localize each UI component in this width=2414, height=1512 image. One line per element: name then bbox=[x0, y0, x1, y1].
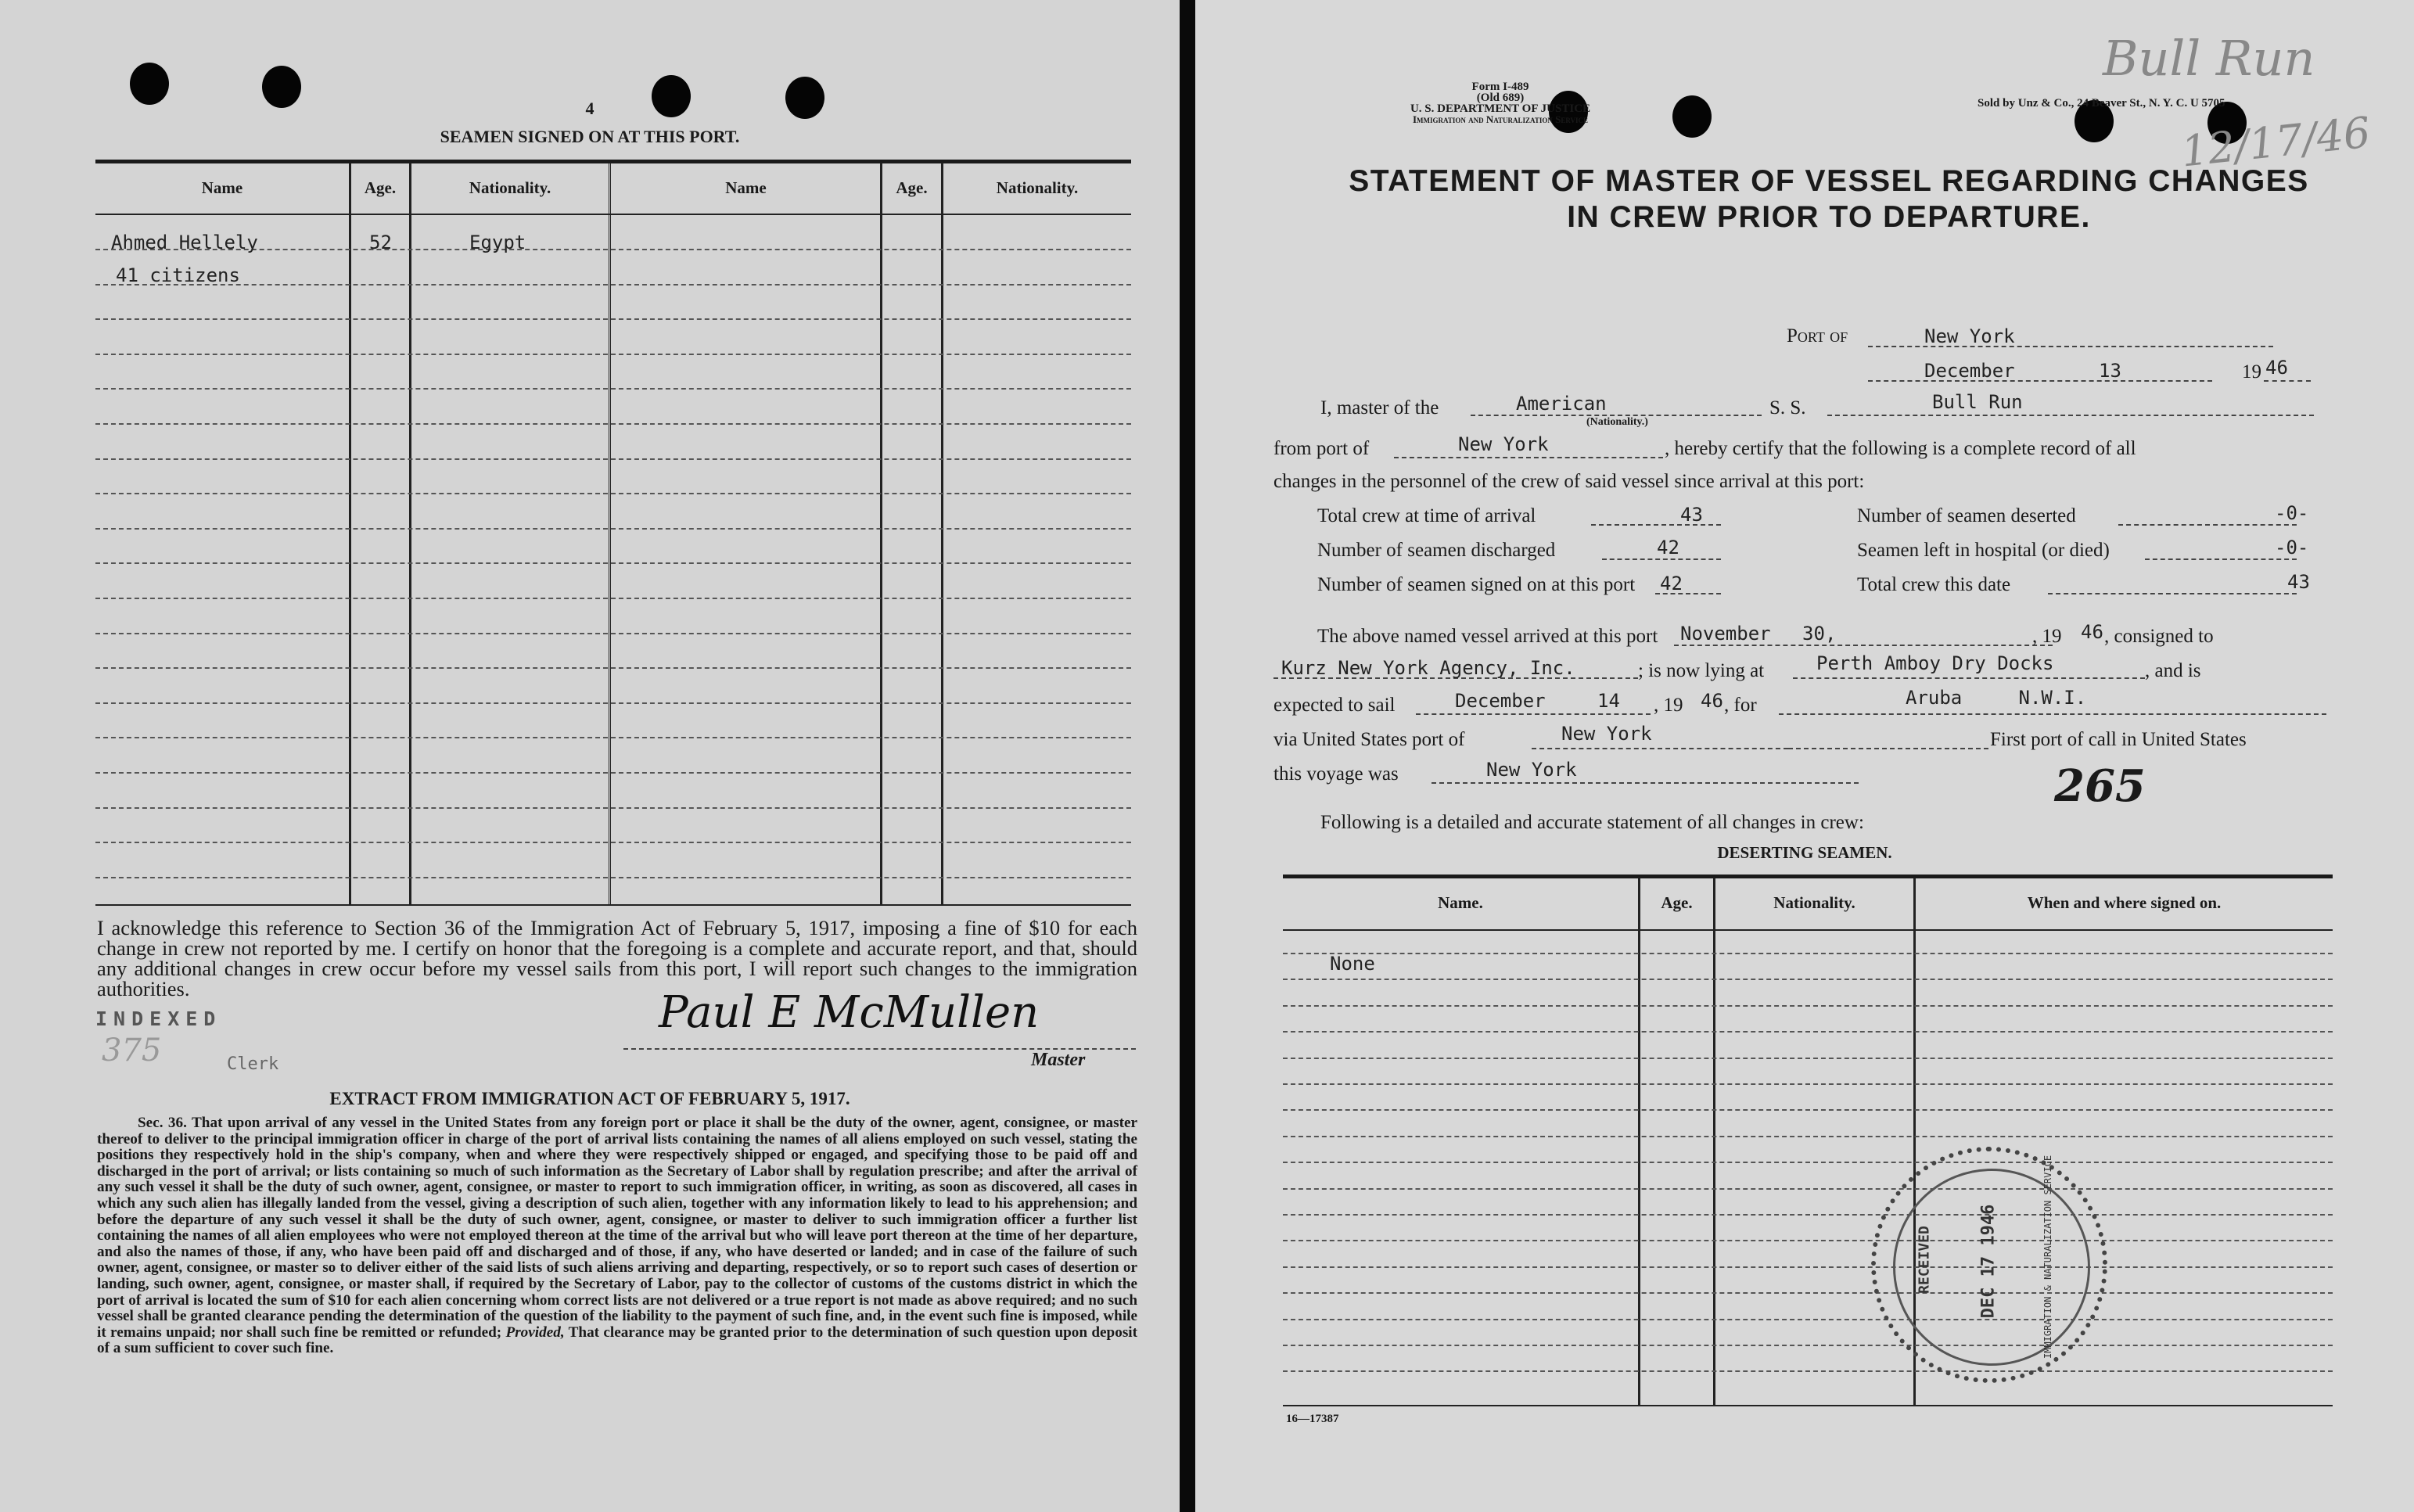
hospital-label: Seamen left in hospital (or died) bbox=[1857, 540, 2110, 561]
deserted-label: Number of seamen deserted bbox=[1857, 505, 2076, 526]
total-crew-arrival-value: 43 bbox=[1680, 504, 1703, 526]
extract-section: Sec. 36. bbox=[138, 1115, 187, 1131]
port-of-value: New York bbox=[1924, 325, 2015, 347]
ship-name: Bull Run bbox=[1932, 391, 2023, 413]
certify-text: , hereby certify that the following is a complete record of all bbox=[1665, 438, 2136, 459]
table-row-line bbox=[1283, 1031, 2333, 1033]
department: U. S. DEPARTMENT OF JUSTICE bbox=[1410, 102, 1591, 115]
master-signature: Paul E McMullen bbox=[659, 987, 1040, 1038]
table-row-line bbox=[95, 807, 1131, 809]
deserting-bottom-rule bbox=[1283, 1405, 2333, 1406]
col-divider bbox=[409, 163, 411, 904]
table-row-line bbox=[1283, 1214, 2333, 1216]
table-row-line bbox=[1283, 1266, 2333, 1268]
stamp-indexed: INDEXED bbox=[95, 1007, 222, 1030]
table-row-line bbox=[1283, 1370, 2333, 1372]
entry-nationality: Egypt bbox=[469, 232, 526, 253]
extract-text bbox=[97, 1115, 1137, 1357]
deserting-title: DESERTING SEAMEN. bbox=[1717, 843, 1892, 862]
hospital-value: -0- bbox=[2275, 537, 2309, 558]
fill-line bbox=[1532, 748, 1788, 749]
stamp-number: 375 bbox=[102, 1033, 162, 1068]
col-divider bbox=[880, 163, 882, 904]
date-month: December bbox=[1924, 360, 2015, 382]
form-number: Form I-489 bbox=[1471, 81, 1529, 93]
column-header-name: Name bbox=[725, 178, 767, 197]
fill-line bbox=[1779, 713, 2326, 715]
following-text: Following is a detailed and accurate statement of all changes in crew: bbox=[1320, 812, 1864, 833]
table-row-line bbox=[1283, 1005, 2333, 1007]
extract-title: EXTRACT FROM IMMIGRATION ACT OF FEBRUARY 5, 1917. bbox=[329, 1089, 850, 1108]
for-label: , for bbox=[1724, 695, 1757, 716]
column-header-nationality: Nationality. bbox=[996, 178, 1079, 197]
table-row-line bbox=[95, 562, 1131, 564]
column-header-name: Name. bbox=[1438, 893, 1483, 912]
discharged-label: Number of seamen discharged bbox=[1317, 540, 1556, 561]
changes-text: changes in the personnel of the crew of said vessel since arrival at this port: bbox=[1273, 471, 1865, 492]
handwritten-number: 265 bbox=[2054, 760, 2146, 812]
fill-line bbox=[1868, 380, 2212, 382]
form-title: STATEMENT OF MASTER OF VESSEL REGARDING CHANGES bbox=[1349, 164, 2309, 198]
form-old-number: (Old 689) bbox=[1476, 92, 1525, 104]
table-row-line bbox=[1283, 1162, 2333, 1163]
deserting-entry: None bbox=[1330, 953, 1375, 975]
right-page bbox=[1195, 0, 2414, 1512]
signed-on-value: 42 bbox=[1660, 573, 1683, 594]
sail-year: 46 bbox=[1701, 690, 1723, 712]
via-label: via United States port of bbox=[1273, 729, 1465, 750]
deserting-top-rule bbox=[1283, 875, 2333, 878]
discharged-value: 42 bbox=[1657, 537, 1679, 558]
col-divider bbox=[941, 163, 943, 904]
col-divider-center bbox=[609, 163, 614, 904]
from-port-value: New York bbox=[1458, 433, 1549, 455]
extract-provided: Provided, bbox=[505, 1323, 565, 1341]
fill-line bbox=[2145, 558, 2297, 560]
table-row-line bbox=[95, 667, 1131, 669]
table-row-line bbox=[1283, 1109, 2333, 1111]
via-port-value: New York bbox=[1561, 723, 1652, 745]
column-header-age: Age. bbox=[1661, 893, 1693, 912]
column-header-age: Age. bbox=[364, 178, 397, 197]
table-row-line bbox=[95, 528, 1131, 530]
handwritten-vessel: Bull Run bbox=[2103, 30, 2315, 87]
fill-line bbox=[1793, 677, 2145, 679]
footer-code: 16—17387 bbox=[1286, 1413, 1339, 1425]
from-port-label: from port of bbox=[1273, 438, 1370, 459]
destination-value: Aruba N.W.I. bbox=[1906, 687, 2087, 709]
column-header-signed-on: When and where signed on. bbox=[2027, 893, 2222, 912]
voyage-label: this voyage was bbox=[1273, 763, 1399, 785]
date-year-prefix: 19 bbox=[2242, 361, 2261, 382]
table-row-line bbox=[95, 702, 1131, 704]
consigned-label: , consigned to bbox=[2104, 626, 2214, 647]
consignee-value: Kurz New York Agency, Inc. bbox=[1281, 657, 1575, 679]
table-row-line bbox=[95, 877, 1131, 878]
arrived-date: November 30, bbox=[1680, 623, 1837, 645]
sail-date: December 14 bbox=[1455, 690, 1620, 712]
lying-at-value: Perth Amboy Dry Docks bbox=[1816, 652, 2054, 674]
table-row-line bbox=[1283, 1083, 2333, 1085]
service: Immigration and Naturalization Service bbox=[1412, 113, 1589, 125]
arrived-year-prefix: , 19 bbox=[2032, 626, 2062, 647]
table-row-line bbox=[95, 284, 1131, 286]
stamp-clerk: Clerk bbox=[227, 1054, 279, 1074]
section-title: SEAMEN SIGNED ON AT THIS PORT. bbox=[440, 127, 740, 146]
extract-body: That upon arrival of any vessel in the United States from any foreign port or place it shall be the duty of the owner, agent, consignee, or master thereof to deliver to the principal immigration officer in charge of the port of arrival lists containing the names of all aliens employed on such vessel, stating the positions they respectively hold in the ship's company, when and where they were respectively shipped or engaged, and specifying those to be paid off and discharged in the port of arrival; or lists containing so much of such information as the Secretary of Labor shall by regulation prescribe; and after the arrival of any such vessel it shall be the duty of such owner, agent, consignee, or master to report to such immigration officer, in writing, as soon as discovered, all cases in which any such alien has illegally landed from the vessel, giving a description of such alien, together with any information likely to lead to his apprehension; and before the departure of any such vessel it shall be the duty of such owner, agent, consignee, or master to deliver to such immigration officer a further list containing the names of all alien employees who were not employed thereon at the time of the arrival but who will leave port thereon at the time of her departure, and also the names of those, if any, who have been paid off and discharged and of those, if any, who have deserted or landed; and in case of the failure of such owner, agent, consignee, or master so to deliver either of the said lists of such aliens arriving and departing, respectively, or so to report such cases of desertion or landing, such owner, agent, consignee, or master shall, if required by the Secretary of Labor, pay to the collector of customs of the customs district in which the port of arrival is located the sum of $10 for each alien concerning whom correct lists are not delivered or a true report is not made as above required; and no such vessel shall be granted clearance pending the determination of the question of the liability to the payment of such fine, and, in the event such fine is imposed, while it remains unpaid; nor shall such fine be remitted or refunded; bbox=[97, 1115, 1137, 1341]
fill-line bbox=[1827, 415, 2314, 416]
table-row-line bbox=[95, 388, 1131, 390]
acknowledgement-text: I acknowledge this reference to Section 36 of the Immigration Act of February 5, 1917, imposing a fine of $10 for each change in crew not reported by me. I certify on honor that the foregoing is a complete and accurate report, and that, should any additional changes in crew occur before my vessel sails from this port, I will report such changes to the immigration authorities. bbox=[97, 916, 1137, 1000]
stamp-service: IMMIGRATION & NATURALIZATION SERVICE bbox=[2042, 1155, 2053, 1359]
nationality-caption: (Nationality.) bbox=[1586, 416, 1648, 428]
col-divider bbox=[349, 163, 351, 904]
fill-line bbox=[1432, 782, 1859, 784]
fill-line bbox=[1788, 748, 1988, 749]
total-crew-date-label: Total crew this date bbox=[1857, 574, 2011, 595]
fill-line bbox=[2118, 524, 2297, 526]
received-stamp bbox=[1871, 1147, 2107, 1383]
page-gutter bbox=[1180, 0, 1195, 1512]
table-row-line bbox=[95, 318, 1131, 320]
table-row-line bbox=[1283, 1058, 2333, 1059]
extract-tail: That clearance may be granted prior to the determination of such question upon deposit of a sum sufficient to cover such fine. bbox=[97, 1323, 1138, 1357]
column-header-age: Age. bbox=[896, 178, 928, 197]
table-row-line bbox=[1283, 979, 2333, 980]
nationality-value: American bbox=[1516, 393, 1607, 415]
table-row-line bbox=[95, 633, 1131, 634]
stamp-received: RECEIVED bbox=[1916, 1226, 1933, 1294]
port-of-label: Port of bbox=[1787, 325, 1848, 347]
fill-line bbox=[1394, 457, 1663, 458]
fill-line bbox=[2264, 380, 2311, 382]
entry-name: 41 citizens bbox=[116, 264, 240, 286]
signed-on-label: Number of seamen signed on at this port bbox=[1317, 574, 1636, 595]
left-page bbox=[0, 0, 1180, 1512]
table-row-line bbox=[95, 772, 1131, 774]
table-row-line bbox=[1283, 1136, 2333, 1137]
date-day: 13 bbox=[2099, 360, 2121, 382]
lying-label: ; is now lying at bbox=[1638, 660, 1765, 681]
table-row-line bbox=[1283, 1292, 2333, 1294]
total-crew-date-value: 43 bbox=[2287, 571, 2310, 593]
table-row-line bbox=[95, 737, 1131, 738]
deserted-value: -0- bbox=[2275, 502, 2309, 524]
form-title-line2: IN CREW PRIOR TO DEPARTURE. bbox=[1567, 200, 2091, 234]
expected-label: expected to sail bbox=[1273, 695, 1396, 716]
table-row-line bbox=[95, 423, 1131, 425]
page-number: 4 bbox=[585, 99, 595, 118]
arrived-year: 46 bbox=[2081, 621, 2103, 643]
table-row-line bbox=[95, 842, 1131, 843]
total-crew-arrival-label: Total crew at time of arrival bbox=[1317, 505, 1536, 526]
sail-year-prefix: , 19 bbox=[1654, 695, 1683, 716]
table-row-line bbox=[1283, 1345, 2333, 1346]
table-row-line bbox=[95, 493, 1131, 494]
form-header bbox=[1344, 81, 1657, 125]
voyage-port-value: New York bbox=[1486, 759, 1577, 781]
stamp-date: DEC 17 1946 bbox=[1978, 1204, 1999, 1319]
entry-name: Ahmed Hellely bbox=[111, 232, 258, 253]
table-row-line bbox=[1283, 953, 2333, 954]
table-row-line bbox=[95, 354, 1131, 355]
column-header-nationality: Nationality. bbox=[469, 178, 551, 197]
fill-line bbox=[1674, 645, 2053, 646]
entry-age: 52 bbox=[369, 232, 392, 253]
fill-line bbox=[2048, 593, 2297, 594]
ss-label: S. S. bbox=[1769, 397, 1806, 418]
table-row-line bbox=[95, 458, 1131, 460]
table-row-line bbox=[1283, 1240, 2333, 1241]
col-divider bbox=[1638, 878, 1640, 1405]
column-header-name: Name bbox=[201, 178, 243, 197]
first-port-label: First port of call in United States bbox=[1990, 729, 2247, 750]
table-row-line bbox=[1283, 1319, 2333, 1320]
deserting-header-rule bbox=[1283, 929, 2333, 931]
punch-hole bbox=[1672, 95, 1712, 138]
table-bottom-rule bbox=[95, 904, 1131, 906]
handwritten-date: 12/17/46 bbox=[2179, 107, 2373, 177]
master-label: Master bbox=[1031, 1050, 1086, 1070]
arrived-label: The above named vessel arrived at this port bbox=[1317, 626, 1658, 647]
fill-line bbox=[1416, 713, 1651, 715]
and-is-label: , and is bbox=[2145, 660, 2201, 681]
fill-line bbox=[1602, 558, 1721, 560]
table-row-line bbox=[95, 598, 1131, 599]
col-divider bbox=[1713, 878, 1715, 1405]
sold-by: Sold by Unz & Co., 24 Beaver St., N. Y. C. U 5705 bbox=[1978, 97, 2225, 110]
column-header-nationality: Nationality. bbox=[1773, 893, 1855, 912]
date-year: 46 bbox=[2265, 357, 2288, 379]
table-row-line bbox=[1283, 1188, 2333, 1190]
master-of-label: I, master of the bbox=[1320, 397, 1439, 418]
